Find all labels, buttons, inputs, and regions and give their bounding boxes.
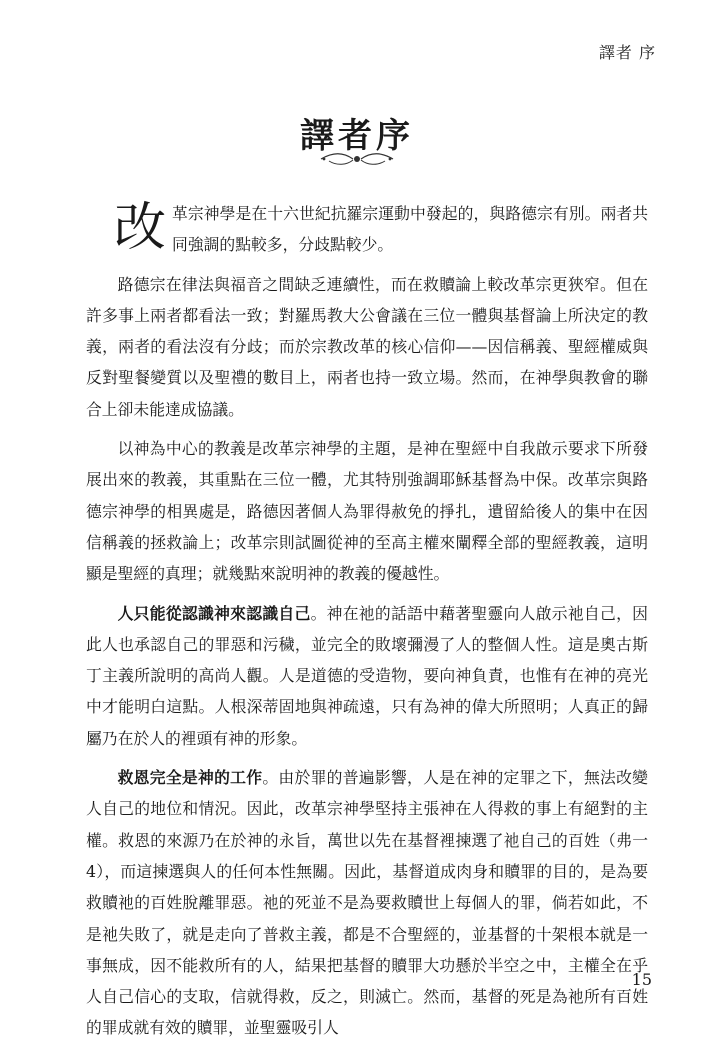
body-text [86,198,648,1052]
paragraph-1 [86,198,648,261]
paragraph-text: 。由於罪的普遍影響，人是在神的定罪之下，無法改變人自己的地位和情況。因此，改革宗神學堅持主張神在人得救的事上有絕對的主權。救恩的來源乃在於神的永旨，萬世以先在基督裡揀選了祂自己的百姓（弗一4），而這揀選與人的任何本性無關。因此，基督道成肉身和贖罪的目的，是為要救贖祂的百姓脫離罪惡。祂的死並不是為要救贖世上每個人的罪，倘若如此，不是祂失敗了，就是走向了普救主義，都是不合聖經的，並基督的十架根本就是一事無成，因不能救所有的人，結果把基督的贖罪大功懸於半空之中，主權全在乎人自己信心的支取，信就得救，反之，則滅亡。然而，基督的死是為祂所有百姓的罪成就有效的贖罪，並聖靈吸引人 [86,768,648,1038]
paragraph-5 [86,762,648,1044]
drop-cap: 改 [114,198,167,258]
paragraph-text: 革宗神學是在十六世紀抗羅宗運動中發起的，與路德宗有別。兩者共同強調的點較多，分歧點較少。 [172,204,648,255]
bold-lead-phrase: 人只能從認識神來認識自己 [117,603,311,623]
paragraph-2 [86,269,648,425]
paragraph-text: 。神在祂的話語中藉著聖靈向人啟示祂自己，因此人也承認自己的罪惡和污穢，並完全的敗壞彌漫了人的整個人性。這是奧古斯丁主義所說明的高尚人觀。人是道德的受造物，要向神負責，也惟有在神的亮光中才能明白這點。人根深蒂固地與神疏遠，只有為神的偉大所照明；人真正的歸屬乃在於人的裡頭有神的形象。 [86,603,648,748]
paragraph-text: 以神為中心的教義是改革宗神學的主題，是神在聖經中自我啟示要求下所發展出來的教義，其重點在三位一體，尤其特別強調耶穌基督為中保。改革宗與路德宗神學的相異處是，路德因著個人為罪得赦免的掙扎，遺留給後人的集中在因信稱義的拯救論上；改革宗則試圖從神的至高主權來闡釋全部的聖經教義，這明顯是聖經的真理；就幾點來說明神的教義的優越性。 [86,439,648,584]
chapter-title: 譯者序 [300,116,414,156]
running-header: 譯者 序 [598,43,656,62]
ornament-divider-icon [319,150,395,168]
paragraph-4 [86,598,648,754]
paragraph-text: 路德宗在律法與福音之間缺乏連續性，而在救贖論上較改革宗更狹窄。但在許多事上兩者都看法一致；對羅馬教大公會議在三位一體與基督論上所決定的教義，兩者的看法沒有分歧；而於宗教改革的核心信仰——因信稱義、聖經權威與反對聖餐變質以及聖禮的數目上，兩者也持一致立場。然而，在神學與教會的聯合上卻未能達成協議。 [86,274,648,419]
paragraph-3 [86,433,648,589]
bold-lead-phrase: 救恩完全是神的工作 [117,768,263,788]
page-number: 15 [631,970,652,989]
